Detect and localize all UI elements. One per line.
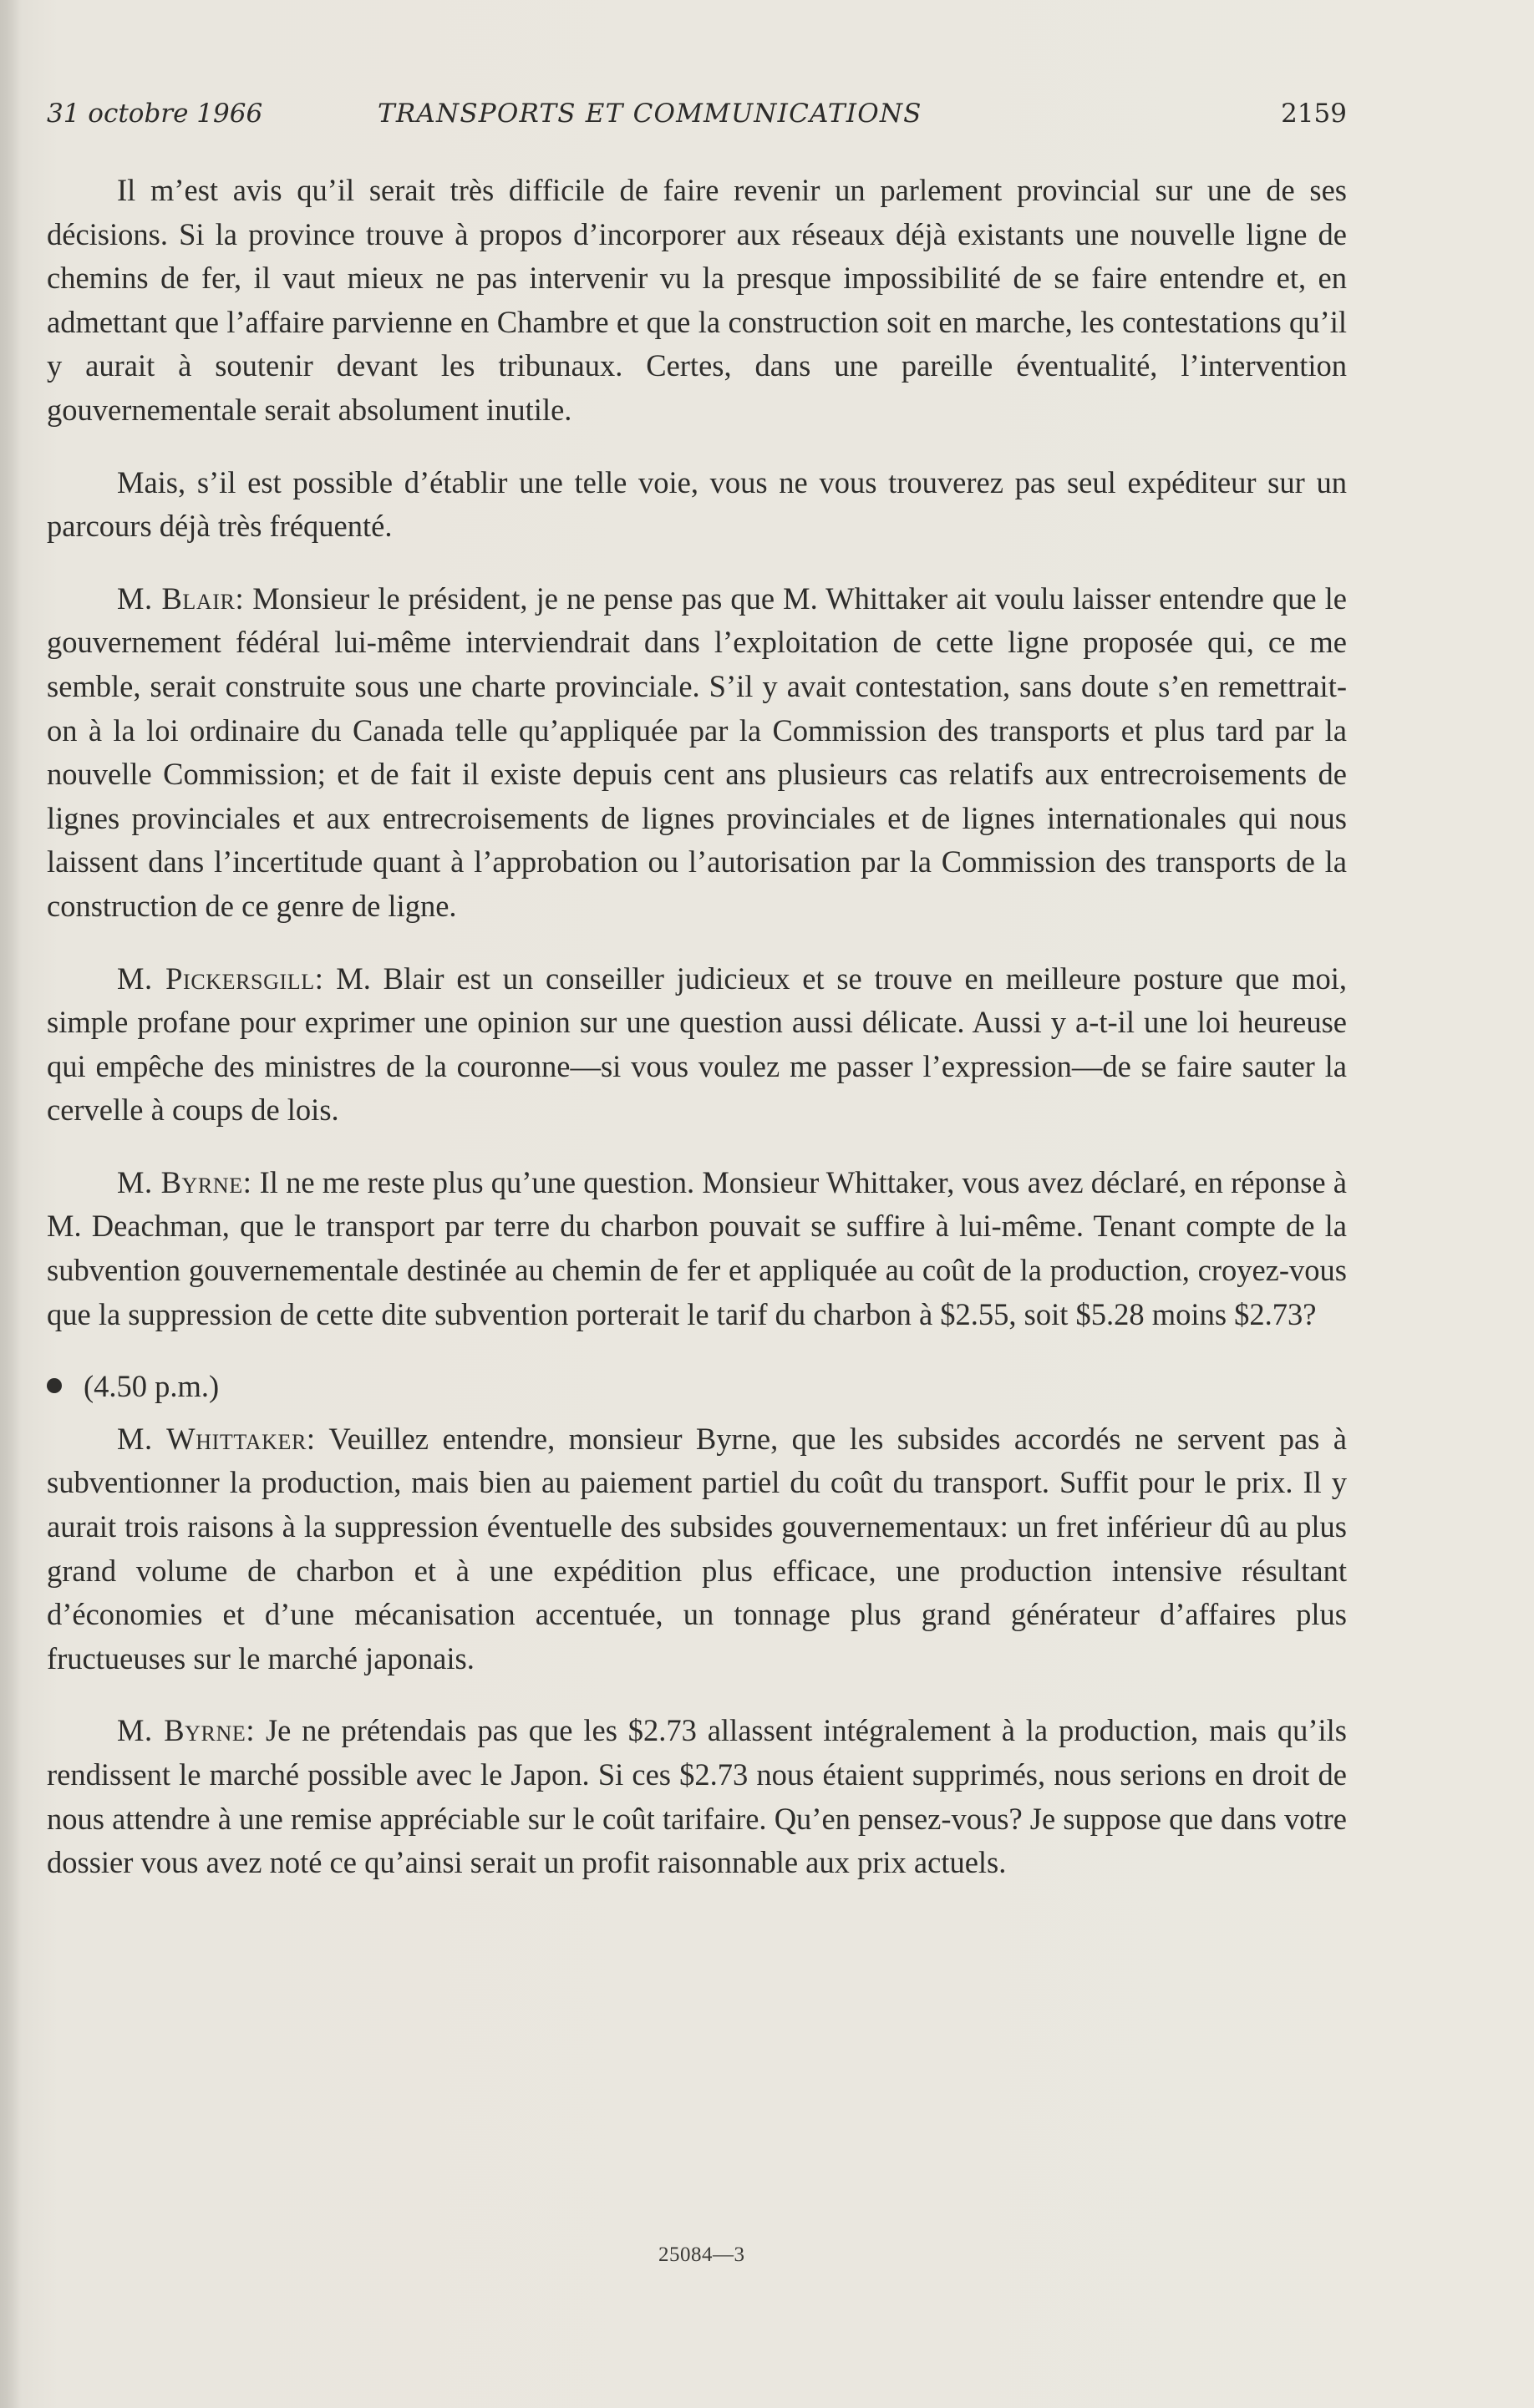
paragraph-2 bbox=[47, 461, 1347, 549]
paragraph-text: Mais, s’il est possible d’établir une telle voie, vous ne vous trouverez pas seul expéditeur sur un parcours déjà très fréquenté. bbox=[47, 464, 1347, 544]
time-marker bbox=[47, 1365, 1347, 1409]
paragraph-text: Monsieur le président, je ne pense pas que M. Whittaker ait voulu laisser entendre que le gouvernement fédéral lui-même interviendrait dans l’exploitation de cette ligne proposée qui, ce me semble, serait construite sous une charte provinciale. S’il y avait contestation, sans doute s’en remettrait-on à la loi ordinaire du Canada telle qu’appliquée par la Commission des transports et plus tard par la nouvelle Commission; et de fait il existe depuis cent ans plusieurs cas relatifs aux entrecroisements de lignes provinciales et aux entrecroisements de lignes provinciales et de lignes internationales qui nous laissent dans l’incertitude quant à l’approbation ou l’autorisation par la Commission des transports de la construction de ce genre de ligne. bbox=[47, 580, 1347, 923]
speaker-name: M. Byrne: bbox=[117, 1713, 256, 1748]
speaker-name: M. Byrne: bbox=[117, 1164, 252, 1199]
speaker-name: M. Blair: bbox=[117, 580, 245, 616]
paragraph-text: Je ne prétendais pas que les $2.73 allassent intégralement à la production, mais qu’ils rendissent le marché possible avec le Japon. Si ces $2.73 nous étaient supprimés, nous serions en droit de nous attendre à une remise appréciable sur le coût tarifaire. Qu’en pensez-vous? Je suppose que dans votre dossier vous avez noté ce qu’ainsi serait un profit raisonnable aux prix actuels. bbox=[47, 1713, 1347, 1880]
speaker-name: M. Whittaker: bbox=[117, 1421, 316, 1456]
speaker-name: M. Pickersgill: bbox=[117, 961, 324, 996]
footer-signature-code: 25084—3 bbox=[658, 2243, 745, 2266]
paragraph-1 bbox=[47, 169, 1347, 433]
binding-shadow bbox=[0, 0, 22, 2408]
paragraph-5 bbox=[47, 1161, 1347, 1336]
page-number: 2159 bbox=[1281, 99, 1347, 129]
paragraph-3 bbox=[47, 577, 1347, 929]
paragraph-text: Il ne me reste plus qu’une question. Monsieur Whittaker, vous avez déclaré, en réponse à M. Deachman, que le transport par terre du charbon pouvait se suffire à lui-même. Tenant compte de la subvention gouvernementale destinée au chemin de fer et appliquée au coût de la production, croyez-vous que la suppression de cette dite subvention porterait le tarif du charbon à $2.55, soit $5.28 moins $2.73? bbox=[47, 1164, 1347, 1331]
bullet-icon bbox=[47, 1378, 62, 1393]
running-header bbox=[47, 99, 1347, 135]
paragraph-text: Il m’est avis qu’il serait très difficile de faire revenir un parlement provincial sur une de ses décisions. Si la province trouve à propos d’incorporer aux réseaux déjà existants une nouvelle ligne de chemins de fer, il vaut mieux ne pas intervenir vu la presque impossibilité de se faire entendre et, en admettant que l’affaire parvienne en Chambre et que la construction soit en marche, les contestations qu’il y aurait à soutenir devant les tribunaux. Certes, dans une pareille éventualité, l’intervention gouvernementale serait absolument inutile. bbox=[47, 173, 1347, 427]
paragraph-7 bbox=[47, 1709, 1347, 1884]
paragraph-6 bbox=[47, 1417, 1347, 1681]
header-date: 31 octobre 1966 bbox=[47, 99, 263, 129]
paragraph-4 bbox=[47, 957, 1347, 1133]
header-section-title: TRANSPORTS ET COMMUNICATIONS bbox=[378, 99, 922, 129]
paragraph-text: Veuillez entendre, monsieur Byrne, que les subsides accordés ne servent pas à subventionner la production, mais bien au paiement partiel du coût du transport. Suffit pour le prix. Il y aurait trois raisons à la suppression éventuelle des subsides gouvernementaux: un fret inférieur dû au plus grand volume de charbon et à une expédition plus efficace, une production intensive résultant d’économies et d’une mécanisation accentuée, un tonnage plus grand générateur d’affaires plus fructueuses sur le marché japonais. bbox=[47, 1421, 1347, 1675]
paragraph-text: M. Blair est un conseiller judicieux et se trouve en meilleure posture que moi, simple profane pour exprimer une opinion sur une question aussi délicate. Aussi y a-t-il une loi heureuse qui empêche des ministres de la couronne—si vous voulez me passer l’expression—de se faire sauter la cervelle à coups de lois. bbox=[47, 961, 1347, 1128]
document-body bbox=[47, 169, 1347, 1914]
time-marker-text: (4.50 p.m.) bbox=[84, 1369, 220, 1404]
